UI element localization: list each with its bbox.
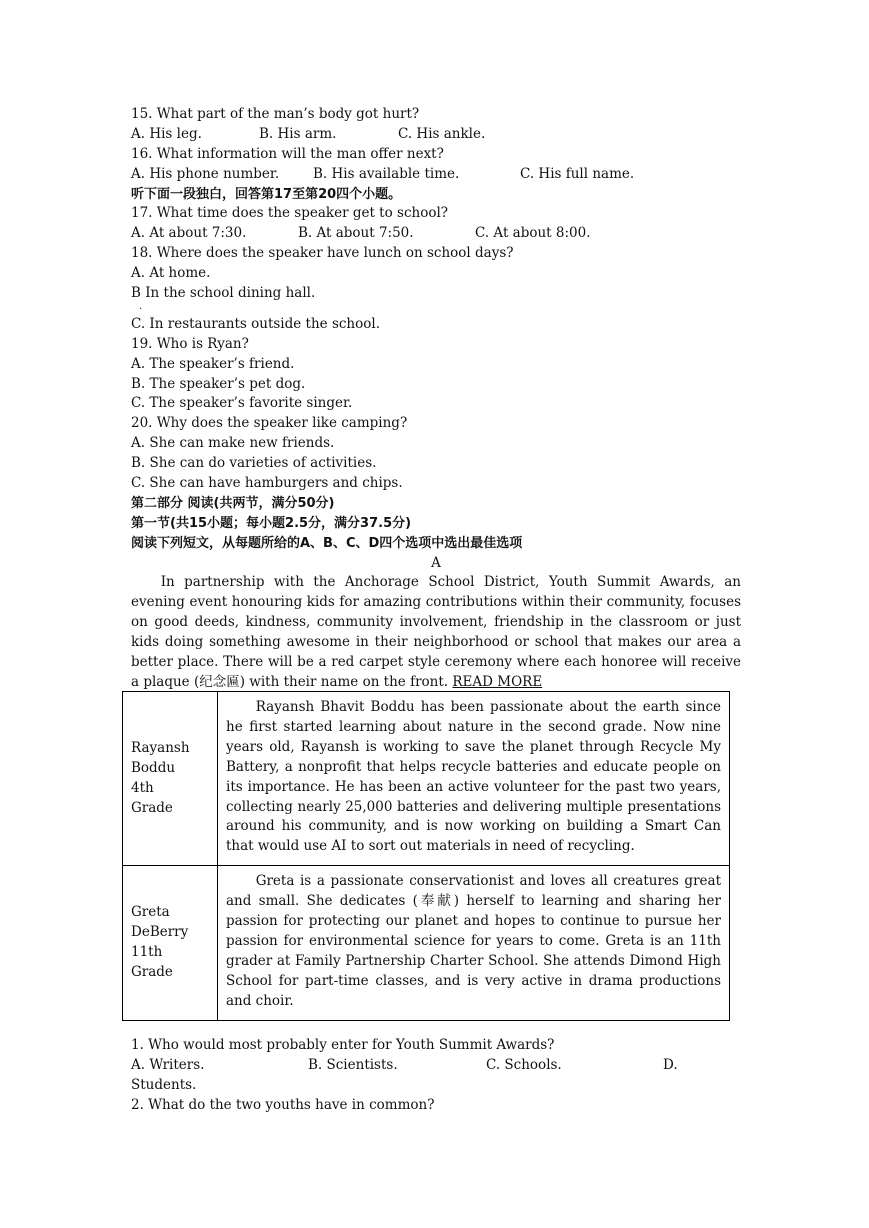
part-title: 第二部分 阅读(共两节，满分50分) xyxy=(131,495,335,511)
profile-name xyxy=(123,866,218,1020)
question-16-options xyxy=(131,165,741,185)
name-line: Grade xyxy=(131,799,173,816)
question-1-options xyxy=(131,1056,741,1076)
name-line: Greta xyxy=(131,904,170,921)
question-16-stem: 16. What information will the man offer next? xyxy=(131,145,444,162)
option-a: A. At about 7:30. xyxy=(131,225,247,242)
option-a: A. The speaker’s friend. xyxy=(131,355,295,372)
name-line: DeBerry xyxy=(131,924,189,941)
option-b: B. At about 7:50. xyxy=(298,225,414,242)
listening-instruction: 听下面一段独白，回答第17至第20四个小题。 xyxy=(131,186,402,202)
question-19-stem: 19. Who is Ryan? xyxy=(131,335,249,352)
profiles-table xyxy=(122,691,730,1021)
option-c: C. In restaurants outside the school. xyxy=(131,315,380,332)
question-20-stem: 20. Why does the speaker like camping? xyxy=(131,415,408,432)
option-a: A. She can make new friends. xyxy=(131,435,335,452)
question-17-options xyxy=(131,224,741,244)
option-c: C. His ankle. xyxy=(398,125,486,142)
profile-text: Greta is a passionate conservationist and loves all creatures great and small. She dedicates (奉献) herself to learning and sharing her passion for protecting our planet and hopes to continue to pursue her passion for environmental science for years to come. Greta is an 11th grader at Family Partnership Charter School. She attends Dimond High School for part-time classes, and is very active in drama productions and choir. xyxy=(226,873,721,1009)
question-15-options xyxy=(131,125,741,145)
option-b: B. Scientists. xyxy=(308,1056,398,1073)
option-d-text: Students. xyxy=(131,1076,197,1093)
question-18-stem: 18. Where does the speaker have lunch on school days? xyxy=(131,245,514,262)
passage-intro xyxy=(131,573,741,692)
option-b: B. His arm. xyxy=(259,125,337,142)
option-c: C. She can have hamburgers and chips. xyxy=(131,475,403,492)
profile-description xyxy=(218,692,730,866)
name-line: Boddu xyxy=(131,759,176,776)
name-line: Grade xyxy=(131,963,173,980)
table-row xyxy=(123,866,730,1020)
section-title: 第一节(共15小题；每小题2.5分，满分37.5分) xyxy=(131,515,412,531)
question-17-stem: 17. What time does the speaker get to school? xyxy=(131,205,449,222)
profile-description xyxy=(218,866,730,1020)
profile-text: Rayansh Bhavit Boddu has been passionate about the earth since he first started learning about nature in the second grade. Now nine years old, Rayansh is working to save the planet through Recycle My Battery, a nonprofit that helps recycle batteries and educate people on its importance. He has been an active volunteer for the past two years, collecting nearly 25,000 batteries and delivering multiple presentations around his community, and is now working on building a Smart Can that would use AI to sort out materials in need of recycling. xyxy=(226,699,721,855)
name-line: 11th xyxy=(131,943,163,960)
read-more-link[interactable]: READ MORE xyxy=(452,674,543,691)
option-b: B In the school dining hall. xyxy=(131,285,316,302)
reading-instruction: 阅读下列短文，从每题所给的A、B、C、D四个选项中选出最佳选项 xyxy=(131,535,523,551)
name-line: 4th xyxy=(131,779,154,796)
option-a: A. Writers. xyxy=(131,1056,205,1073)
option-b: B. She can do varieties of activities. xyxy=(131,455,377,472)
option-c: C. Schools. xyxy=(486,1056,562,1073)
stray-dot: · xyxy=(139,303,143,315)
question-2-stem: 2. What do the two youths have in common? xyxy=(131,1096,435,1113)
option-c: C. At about 8:00. xyxy=(475,225,591,242)
exam-page xyxy=(131,105,741,693)
name-line: Rayansh xyxy=(131,739,190,756)
option-b: B. The speaker’s pet dog. xyxy=(131,375,306,392)
profile-name xyxy=(123,692,218,866)
intro-text: In partnership with the Anchorage School District, Youth Summit Awards, an evening event honouring kids for amazing contributions within their community, focuses on good deeds, kindness, community involvement, friendship in the classroom or just kids doing something awesome in their neighborhood or school that makes our area a better place. There will be a red carpet style ceremony where each honoree will receive a plaque (纪念匾) with their name on the front. xyxy=(131,574,741,691)
passage-label: A xyxy=(431,554,441,571)
option-c: C. The speaker’s favorite singer. xyxy=(131,395,353,412)
reading-questions xyxy=(131,1036,741,1116)
question-15-stem: 15. What part of the man’s body got hurt? xyxy=(131,106,420,122)
table-row xyxy=(123,692,730,866)
option-b: B. His available time. xyxy=(313,165,460,182)
option-d-label: D. xyxy=(663,1056,678,1073)
option-a: A. At home. xyxy=(131,265,211,282)
option-c: C. His full name. xyxy=(520,165,635,182)
option-a: A. His phone number. xyxy=(131,165,280,182)
question-1-stem: 1. Who would most probably enter for Youth Summit Awards? xyxy=(131,1037,555,1053)
option-a: A. His leg. xyxy=(131,125,202,142)
